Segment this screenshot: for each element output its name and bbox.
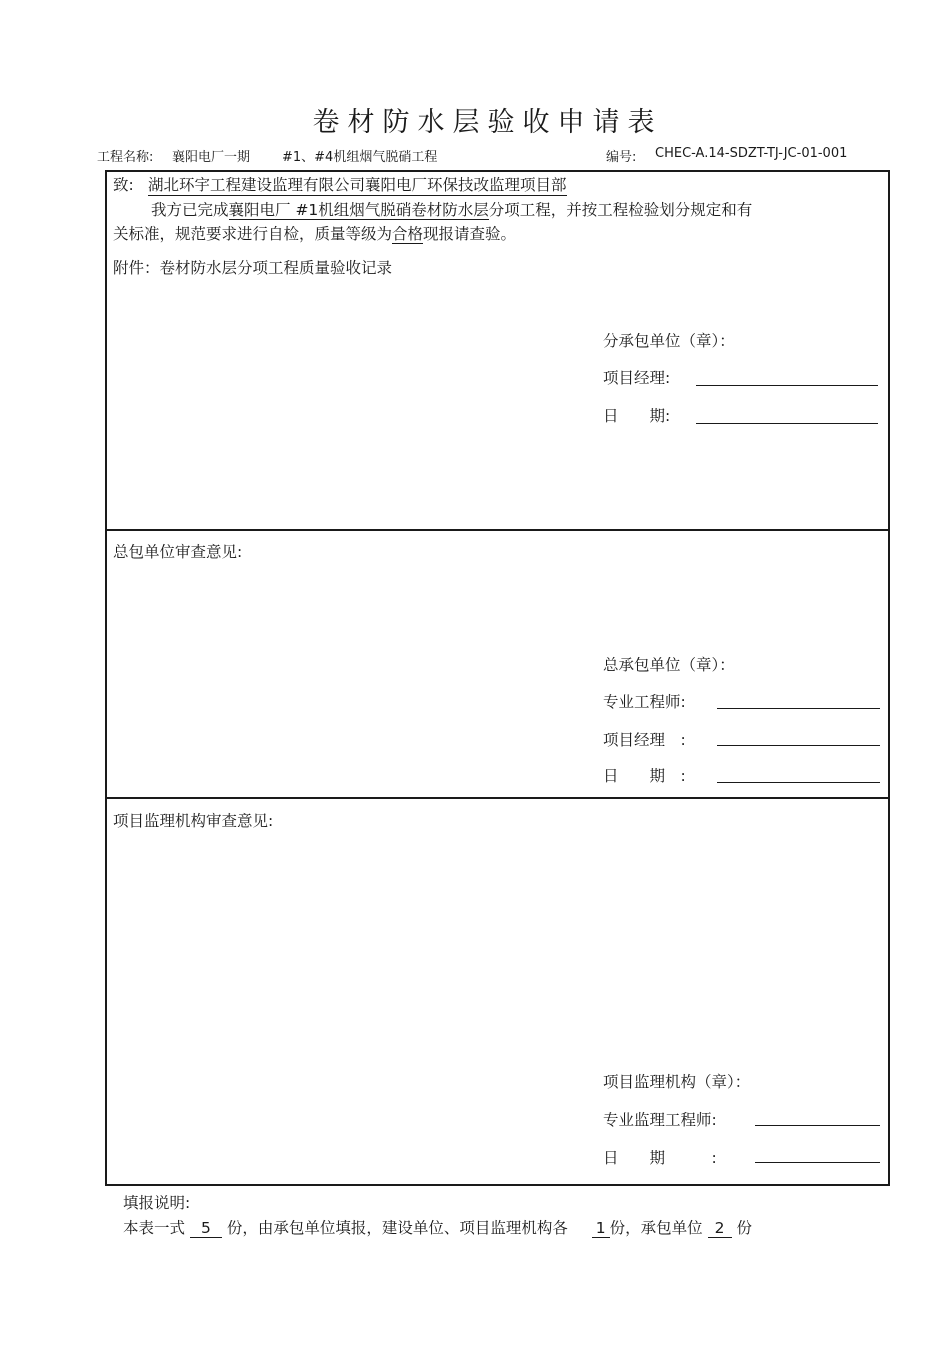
gc-opinion-heading: 总包单位审查意见:: [113, 543, 243, 561]
supervision-opinion-heading: 项目监理机构审查意见:: [113, 812, 274, 830]
gc-date-label: 日 期 :: [603, 767, 686, 785]
supervision-engineer-signature-line[interactable]: [755, 1125, 880, 1126]
body-line1-a: 我方已完成: [151, 201, 229, 219]
note-part-a: 本表一式: [123, 1219, 186, 1237]
to-label: 致:: [113, 176, 134, 194]
note-part-c: 份，承包单位: [609, 1219, 703, 1237]
copies-total: 5: [190, 1219, 222, 1238]
gc-pm-signature-line[interactable]: [717, 745, 880, 746]
sub-date-label: 日 期:: [603, 407, 671, 425]
body-line1-c: 分项工程，并按工程检验划分规定和有: [488, 201, 753, 219]
project-name-part1: 襄阳电厂一期: [172, 150, 251, 165]
quality-grade: 合格: [392, 225, 424, 243]
supervision-engineer-label: 专业监理工程师:: [603, 1111, 717, 1129]
note-part-d: 份: [736, 1219, 753, 1237]
copies-each: 1: [592, 1219, 610, 1238]
sub-pm-signature-line[interactable]: [696, 385, 878, 386]
general-contractor-section: [105, 529, 890, 799]
body-line2: [113, 222, 516, 244]
sub-unit-stamp: 分承包单位（章）：: [603, 332, 735, 350]
body-line2-c: 现报请查验。: [423, 225, 517, 243]
supervision-date-label: 日 期 :: [603, 1149, 717, 1167]
gc-pm-label: 项目经理 :: [603, 731, 686, 749]
sub-date-line[interactable]: [696, 423, 878, 424]
sub-pm-label: 项目经理:: [603, 369, 671, 387]
supervision-date-line[interactable]: [755, 1162, 880, 1163]
body-line1-b: 襄阳电厂 #1机组烟气脱硝卷材防水层: [228, 201, 489, 219]
gc-date-line[interactable]: [717, 782, 880, 783]
fill-instructions-text: [123, 1216, 752, 1238]
supervision-org-stamp: 项目监理机构（章）：: [603, 1073, 751, 1091]
project-name-label: 工程名称:: [97, 150, 154, 165]
to-value: 湖北环宇工程建设监理有限公司襄阳电厂环保技改监理项目部: [148, 173, 567, 196]
attachment: 附件：卷材防水层分项工程质量验收记录: [113, 259, 393, 277]
fill-instructions-label: 填报说明:: [123, 1194, 191, 1212]
code-value: CHEC-A.14-SDZT-TJ-JC-01-001: [655, 146, 848, 161]
note-part-b: 份，由承包单位填报，建设单位、项目监理机构各: [226, 1219, 568, 1237]
copies-contractor: 2: [708, 1219, 732, 1238]
gc-engineer-label: 专业工程师:: [603, 693, 686, 711]
supervision-section: [105, 797, 890, 1186]
code-label: 编号:: [606, 150, 637, 165]
form-title: 卷材防水层验收申请表: [312, 107, 663, 138]
body-line2-a: 关标准，规范要求进行自检，质量等级为: [113, 225, 393, 243]
gc-engineer-signature-line[interactable]: [717, 708, 880, 709]
body-line1: [151, 198, 752, 220]
gc-unit-stamp: 总承包单位（章）：: [603, 656, 735, 674]
project-name-part2: #1、#4机组烟气脱硝工程: [282, 150, 438, 165]
